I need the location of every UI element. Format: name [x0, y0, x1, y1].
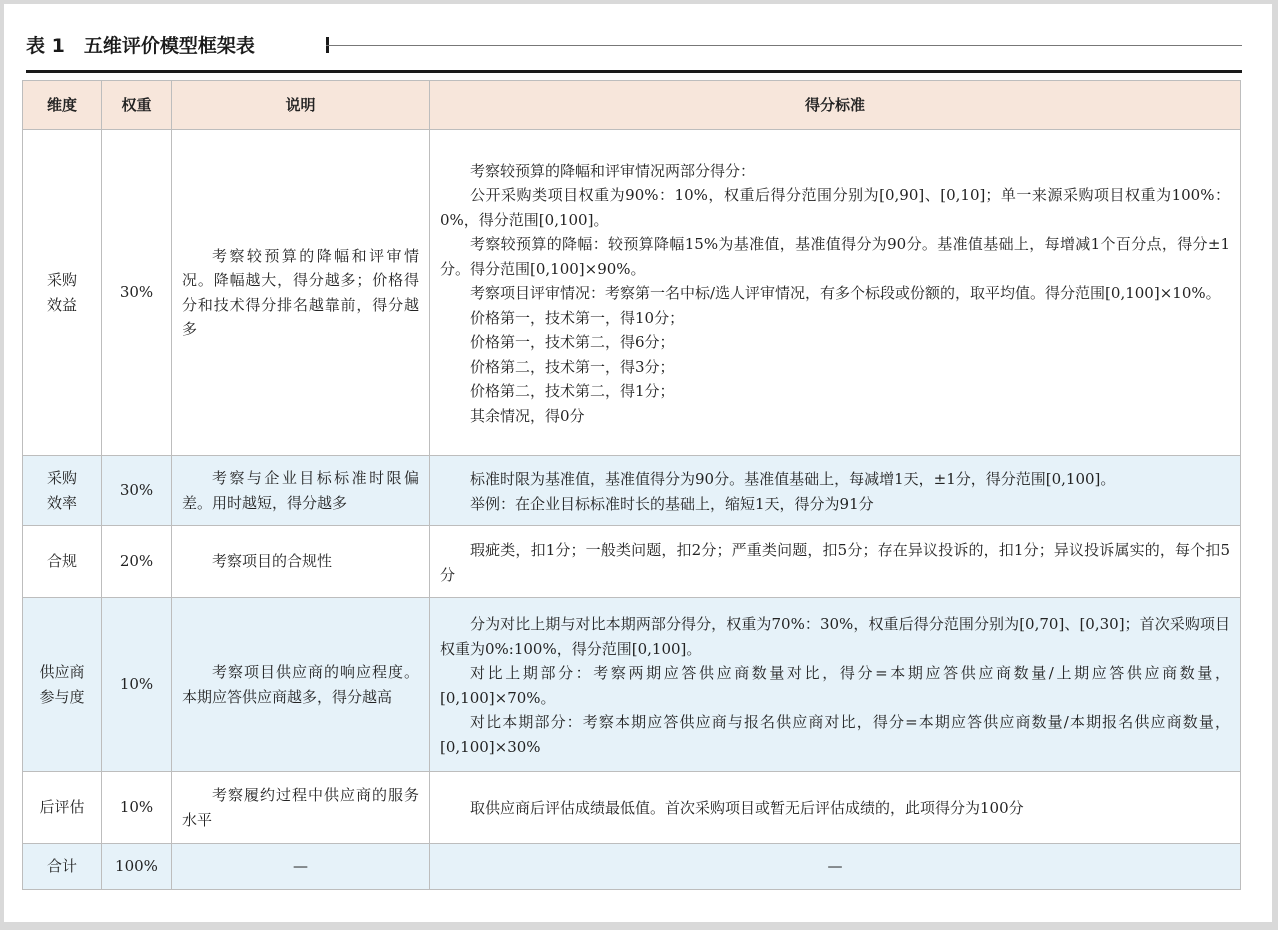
scoring-paragraph: 瑕疵类，扣1分；一般类问题，扣2分；严重类问题，扣5分；存在异议投诉的，扣1分；异议投诉属实的，每个扣5分 [440, 541, 1230, 584]
cell-description: — [172, 844, 430, 890]
evaluation-model-table [22, 80, 1241, 890]
cell-description [172, 598, 430, 772]
dimension-text: 效率 [46, 493, 77, 512]
scoring-paragraph: 其余情况，得0分 [470, 406, 585, 425]
scoring-paragraph: 考察较预算的降幅和评审情况两部分得分： [470, 161, 756, 180]
table-row [23, 598, 1241, 772]
table-row [23, 526, 1241, 598]
cell-dimension [23, 772, 102, 844]
cell-dimension [23, 526, 102, 598]
table-row [23, 456, 1241, 526]
cell-dimension [23, 456, 102, 526]
table-title-bar [26, 34, 1242, 73]
cell-scoring-standard [430, 526, 1241, 598]
scoring-paragraph: 对比上期部分：考察两期应答供应商数量对比，得分=本期应答供应商数量/上期应答供应商数量，[0,100]×70%。 [440, 664, 1230, 707]
header-scoring-standard: 得分标准 [430, 81, 1241, 130]
scoring-paragraph: 对比本期部分：考察本期应答供应商与报名供应商对比，得分=本期应答供应商数量/本期报名供应商数量，[0,100]×30% [440, 713, 1230, 756]
cell-description [172, 526, 430, 598]
dimension-text: 合规 [46, 552, 77, 571]
scoring-paragraph: 考察较预算的降幅：较预算降幅15%为基准值，基准值得分为90分。基准值基础上，每增减1个百分点，得分±1分。得分范围[0,100]×90%。 [440, 235, 1230, 278]
cell-weight: 30% [102, 130, 172, 456]
table-row [23, 844, 1241, 890]
cell-weight: 20% [102, 526, 172, 598]
table-body [23, 130, 1241, 890]
cell-weight: 30% [102, 456, 172, 526]
scoring-paragraph: 价格第二，技术第二，得1分； [470, 382, 675, 401]
scoring-paragraph: 取供应商后评估成绩最低值。首次采购项目或暂无后评估成绩的，此项得分为100分 [470, 799, 1024, 818]
header-description: 说明 [172, 81, 430, 130]
dimension-text: 合计 [46, 857, 77, 876]
dimension-text: 采购 [46, 271, 77, 289]
scoring-paragraph: 分为对比上期与对比本期两部分得分，权重为70%：30%，权重后得分范围分别为[0,70]、[0,30]；首次采购项目权重为0%:100%，得分范围[0,100]。 [440, 615, 1230, 658]
cell-weight: 100% [102, 844, 172, 890]
cell-description [172, 130, 430, 456]
scoring-paragraph: 标准时限为基准值，基准值得分为90分。基准值基础上，每减增1天，±1分，得分范围[0,100]。 [470, 470, 1116, 488]
cell-scoring-standard: — [430, 844, 1241, 890]
scoring-paragraph: 公开采购类项目权重为90%：10%，权重后得分范围分别为[0,90]、[0,10]；单一来源采购项目权重为100%：0%，得分范围[0,100]。 [440, 186, 1230, 229]
dimension-text: 供应商 [39, 663, 85, 681]
table-title: 表 1 五维评价模型框架表 [26, 35, 255, 57]
title-divider-line [326, 45, 1242, 46]
cell-scoring-standard [430, 456, 1241, 526]
scoring-paragraph: 价格第二，技术第一，得3分； [470, 357, 675, 376]
description-text: 考察项目供应商的响应程度。本期应答供应商越多，得分越高 [182, 663, 419, 706]
description-text: 考察履约过程中供应商的服务水平 [182, 786, 419, 829]
description-text: 考察较预算的降幅和评审情况。降幅越大，得分越多；价格得分和技术得分排名越靠前，得分越多 [182, 246, 419, 338]
header-dimension: 维度 [23, 81, 102, 130]
dimension-text: 效益 [46, 295, 77, 314]
cell-dimension [23, 130, 102, 456]
cell-weight: 10% [102, 598, 172, 772]
cell-description [172, 456, 430, 526]
cell-weight: 10% [102, 772, 172, 844]
dimension-text: 参与度 [39, 687, 85, 706]
scoring-paragraph: 价格第一，技术第一，得10分； [470, 308, 685, 327]
cell-scoring-standard [430, 772, 1241, 844]
scoring-paragraph: 考察项目评审情况：考察第一名中标/选人评审情况，有多个标段或份额的，取平均值。得分范围[0,100]×10%。 [470, 284, 1221, 303]
cell-dimension [23, 844, 102, 890]
scoring-paragraph: 价格第一，技术第二，得6分； [470, 333, 675, 352]
scoring-paragraph: 举例：在企业目标标准时长的基础上，缩短1天，得分为91分 [470, 494, 874, 513]
cell-description [172, 772, 430, 844]
cell-dimension [23, 598, 102, 772]
cell-scoring-standard [430, 130, 1241, 456]
table-row [23, 130, 1241, 456]
dimension-text: 后评估 [39, 798, 85, 817]
table-header-row [23, 81, 1241, 130]
description-text: 考察项目的合规性 [212, 552, 333, 571]
table-row [23, 772, 1241, 844]
cell-scoring-standard [430, 598, 1241, 772]
dimension-text: 采购 [46, 469, 77, 487]
header-weight: 权重 [102, 81, 172, 130]
description-text: 考察与企业目标标准时限偏差。用时越短，得分越多 [182, 469, 419, 512]
